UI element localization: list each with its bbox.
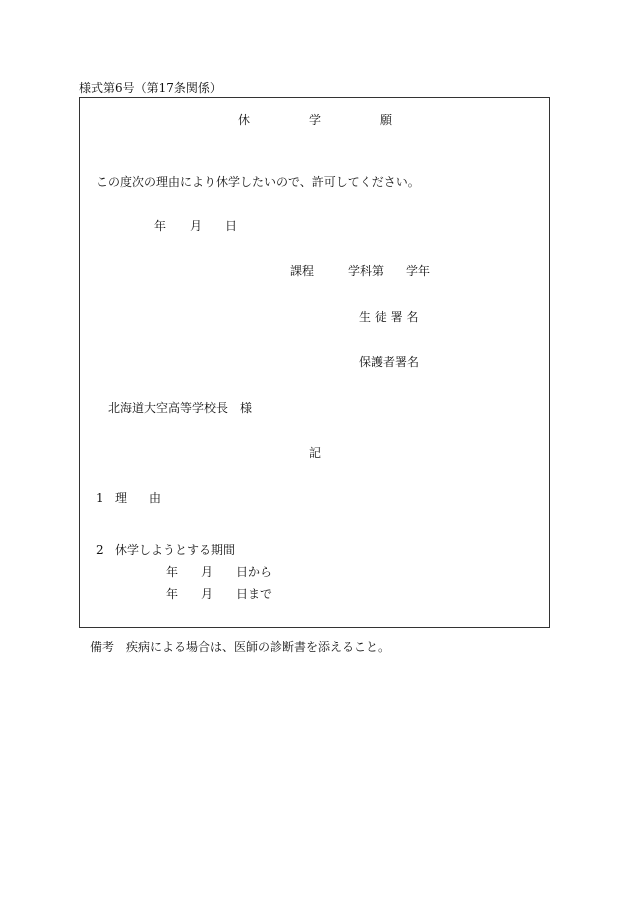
request-text: この度次の理由により休学したいので、許可してください。	[96, 175, 420, 189]
item2-number: 2	[96, 543, 104, 557]
period-from-year: 年	[166, 565, 179, 579]
form-title-char-2: 学	[309, 113, 322, 127]
item2-label: 休学しようとする期間	[115, 543, 236, 557]
period-to-month: 月	[201, 587, 214, 601]
department-label: 学科第	[348, 264, 385, 278]
period-from-month: 月	[201, 565, 214, 579]
item1-label-char-1: 理	[115, 491, 128, 505]
period-to-day: 日まで	[236, 587, 273, 601]
form-title-char-1: 休	[238, 113, 251, 127]
guardian-signature-label: 保護者署名	[359, 355, 420, 369]
form-number: 様式第6号（第17条関係）	[79, 81, 222, 95]
date-year-label: 年	[154, 219, 167, 233]
date-month-label: 月	[190, 219, 203, 233]
note-label: 備考	[90, 640, 115, 654]
course-label: 課程	[290, 264, 315, 278]
form-title-char-3: 願	[380, 113, 393, 127]
record-heading: 記	[309, 446, 322, 460]
date-day-label: 日	[225, 219, 238, 233]
addressee: 北海道大空高等学校長 様	[108, 401, 253, 415]
student-signature-label: 生 徒 署 名	[359, 310, 419, 324]
period-to-year: 年	[166, 587, 179, 601]
period-from-day: 日から	[236, 565, 273, 579]
grade-label: 学年	[406, 264, 431, 278]
note-text: 疾病による場合は、医師の診断書を添えること。	[126, 640, 391, 654]
item1-label-char-2: 由	[149, 491, 162, 505]
item1-number: 1	[96, 491, 104, 505]
